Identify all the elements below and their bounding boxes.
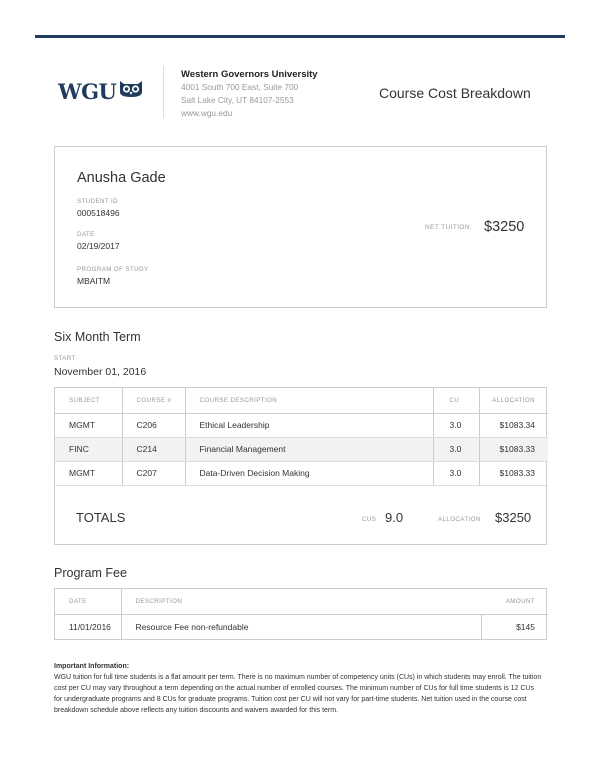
col-date: DATE (55, 589, 121, 614)
info-title: Important Information: (54, 663, 130, 670)
top-rule (35, 35, 565, 38)
col-cu: CU (433, 388, 479, 413)
student-info-box (54, 146, 547, 308)
fee-table-header (55, 589, 548, 614)
course-description: Data-Driven Decision Making (185, 461, 433, 485)
course-number: C214 (122, 437, 185, 461)
address-line-1: 4001 South 700 East, Suite 700 (181, 82, 299, 92)
term-start-value: November 01, 2016 (54, 366, 147, 378)
col-subject: SUBJECT (55, 388, 122, 413)
course-cu: 3.0 (433, 413, 479, 437)
university-address (181, 68, 318, 120)
course-row (55, 437, 548, 461)
fee-date: 11/01/2016 (69, 621, 111, 632)
info-body: WGU tuition for full time students is a flat amount per term. There is no maximum number of competency units (CUs) in which students may enroll. The tuition cost per CU may vary throughout a term depending on the actual number of enrolled courses. The minimum number of CUs for full time students is 12 CUs for undergraduate programs and 8 CUs for graduate programs. Tuition cost per CU will not vary for part-time students. Net tuition used in the course cost breakdown schedule above reflects any tuition discounts and waivers awarded for this term. (54, 674, 542, 714)
totals-allocation-label: ALLOCATION (438, 516, 481, 523)
course-number: C207 (122, 461, 185, 485)
col-amount: AMOUNT (481, 589, 548, 614)
course-cu: 3.0 (433, 437, 479, 461)
col-course-number: COURSE # (122, 388, 185, 413)
program-fee-title: Program Fee (54, 566, 127, 580)
fee-description: Resource Fee non-refundable (121, 614, 481, 639)
totals-cu-value: 9.0 (385, 510, 404, 525)
fee-row (55, 614, 548, 639)
course-table-box (54, 387, 547, 545)
course-table (55, 388, 548, 486)
course-subject: MGMT (55, 461, 122, 485)
col-allocation: ALLOCATION (479, 388, 548, 413)
program-label: PROGRAM OF STUDY (77, 266, 149, 273)
website: www.wgu.edu (181, 108, 233, 118)
document-title: Course Cost Breakdown (379, 85, 531, 101)
col-course-description: COURSE DESCRIPTION (185, 388, 433, 413)
course-subject: FINC (55, 437, 122, 461)
totals-cu-label: CUS (362, 516, 377, 523)
course-description: Financial Management (185, 437, 433, 461)
owl-icon (118, 80, 144, 103)
university-name: Western Governors University (181, 69, 318, 80)
course-row (55, 461, 548, 485)
course-number: C206 (122, 413, 185, 437)
course-table-header (55, 388, 548, 413)
important-information (54, 661, 544, 716)
course-cu: 3.0 (433, 461, 479, 485)
course-allocation: $1083.33 (479, 437, 548, 461)
net-tuition-value: $3250 (484, 219, 525, 235)
course-row (55, 413, 548, 437)
net-tuition-label: NET TUITION: (425, 224, 473, 231)
program-fee-box (54, 588, 547, 640)
term-title: Six Month Term (54, 330, 141, 344)
address-line-2: Salt Lake City, UT 84107-2553 (181, 95, 294, 105)
date-label: DATE (77, 231, 95, 238)
student-id-value: 000518496 (77, 208, 120, 218)
totals-allocation-value: $3250 (495, 510, 532, 525)
course-description: Ethical Leadership (185, 413, 433, 437)
program-value: MBAITM (77, 276, 111, 286)
course-allocation: $1083.33 (479, 461, 548, 485)
program-fee-table (55, 589, 548, 639)
wgu-logo (58, 79, 144, 103)
totals-label: TOTALS (76, 510, 126, 525)
student-name: Anusha Gade (77, 170, 166, 186)
header-divider (163, 66, 164, 118)
student-id-label: STUDENT ID (77, 198, 119, 205)
logo-text: WGU (58, 78, 117, 104)
col-description: DESCRIPTION (121, 589, 481, 614)
term-start-label: START (54, 355, 76, 362)
course-subject: MGMT (55, 413, 122, 437)
fee-amount: $145 (481, 614, 548, 639)
date-value: 02/19/2017 (77, 241, 120, 251)
course-allocation: $1083.34 (479, 413, 548, 437)
